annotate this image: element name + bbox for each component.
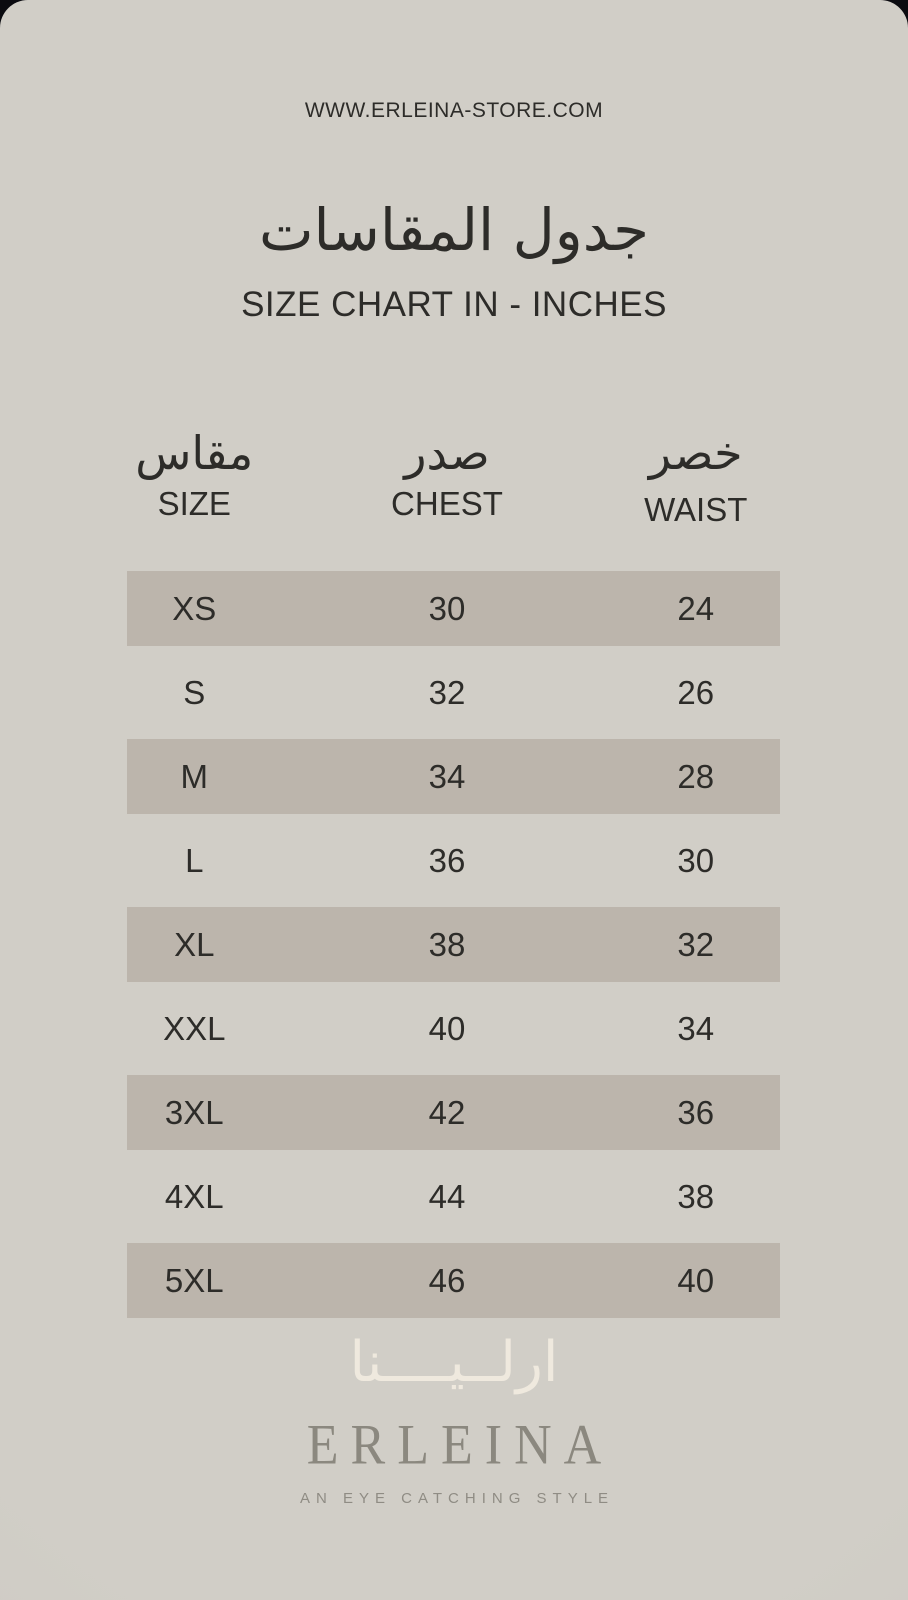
chest-cell: 44 [428,1177,466,1215]
waist-cell: 40 [677,1261,715,1299]
size-cell: 4XL [164,1177,224,1215]
chest-cell: 32 [428,673,466,711]
brand-logo-english: ERLEINA [306,1414,614,1477]
size-cell: 3XL [164,1093,224,1131]
table-row [127,907,780,982]
table-row [127,1243,780,1318]
chest-cell: 36 [428,841,466,879]
size-column-label-english: SIZE [157,484,231,522]
table-header-row [127,428,780,538]
chest-column-label-english: CHEST [391,484,503,522]
waist-cell: 34 [677,1009,715,1047]
size-cell: XXL [163,1009,226,1047]
chest-column-label-arabic: صدر [404,426,490,480]
chest-cell: 40 [428,1009,466,1047]
column-header-size [135,428,253,523]
waist-cell: 32 [677,925,715,963]
waist-cell: 36 [677,1093,715,1131]
waist-column-label-arabic: خصر [648,426,743,480]
size-cell: XS [172,589,217,627]
brand-logo-arabic: ارلــيــــنا [349,1330,559,1395]
store-website-url: WWW.ERLEINA-STORE.COM [304,99,604,122]
waist-column-label-english: WAIST [644,490,748,528]
waist-cell: 24 [677,589,715,627]
size-chart-subtitle: SIZE CHART IN - INCHES [241,285,667,324]
table-row [127,1075,780,1150]
column-header-waist [644,428,747,529]
size-chart-title-arabic: جدول المقاسات [258,196,650,264]
table-row [127,655,780,730]
table-row [127,991,780,1066]
size-column-label-arabic: مقاس [135,426,254,480]
waist-cell: 30 [677,841,715,879]
brand-tagline: AN EYE CATCHING STYLE [299,1490,615,1507]
waist-cell: 38 [677,1177,715,1215]
chest-cell: 34 [428,757,466,795]
waist-cell: 26 [677,673,715,711]
size-cell: S [183,673,206,711]
size-cell: XL [174,925,215,963]
table-row [127,739,780,814]
chest-cell: 38 [428,925,466,963]
table-row [127,823,780,898]
table-row [127,571,780,646]
waist-cell: 28 [677,757,715,795]
size-cell: 5XL [164,1261,224,1299]
size-cell: M [180,757,208,795]
table-row [127,1159,780,1234]
column-header-chest [391,428,503,523]
size-cell: L [185,841,204,879]
chest-cell: 46 [428,1261,466,1299]
chest-cell: 30 [428,589,466,627]
size-table-body [127,571,780,1327]
chest-cell: 42 [428,1093,466,1131]
